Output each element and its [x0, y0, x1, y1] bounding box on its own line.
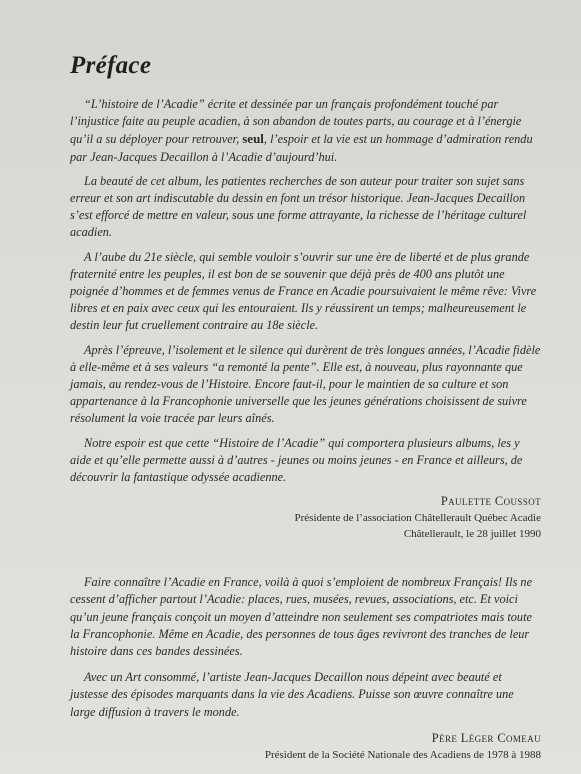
signatory-role: Présidente de l’association Châtellerault Québec Acadie [294, 512, 541, 525]
page-title: Préface [70, 52, 152, 79]
paragraph-1-start: “L’histoire de l’Acadie” écrite et dessinée par un français profondément touché par l’injustice faite au peuple acadien, à son abandon de toutes parts, au courage et à l’énergie qu’il a su déployer pour retrouver, [70, 97, 522, 147]
paragraph-3: A l’aube du 21e siècle, qui semble vouloir s’ouvrir sur une ère de liberté et de plus grande fraternité entre les peuples, il est bon de se souvenir que déjà près de 400 ans plutôt une poignée d’hommes et de femmes venus de France en Acadie poursuivaient le même rêve: Vivre libres et en paix avec ceux qui les entouraient. Ils y réussirent un temps; malheureusement le destin leur fut cruellement contraire au 18e siècle. [70, 249, 537, 333]
signatory-role-2: Président de la Société Nationale des Acadiens de 1978 à 1988 [264, 748, 541, 761]
second-text [70, 574, 541, 721]
emphasized-word: seul [242, 131, 264, 147]
signature-block-1 [70, 493, 541, 542]
paragraph-6: Faire connaître l’Acadie en France, voilà à quoi s’emploient de nombreux Français! Ils ne cessent d’afficher partout l’Acadie: places, rues, musées, revues, associations, etc. Et voici qu’un jeune français conçoit un moyen d’atteindre non seulement ses compatriotes mais toute la Francophonie. Même en Acadie, des personnes de tous âges revivront des tranches de leur histoire dans ces bandes dessinées. [70, 575, 533, 659]
paragraph-5: Notre espoir est que cette “Histoire de l’Acadie” qui comportera plusieurs albums, les y aide et qu’elle permette aussi à d’autres - jeunes ou moins jeunes - en France et ailleurs, de découvrir la fantastique odyssée acadienne. [70, 435, 523, 485]
signatory-name: Paulette Coussot [440, 494, 541, 509]
section-gap [70, 542, 541, 574]
paragraph-1-end: , l’espoir et la vie est un hommage d’admiration rendu par Jean-Jacques Decaillon à l’Acadie d’aujourd’hui. [70, 132, 533, 164]
paragraph-1 [70, 96, 541, 166]
paragraph-2: La beauté de cet album, les patientes recherches de son auteur pour traiter son sujet sans erreur et son art indiscutable du dessin en font un trésor historique. Jean-Jacques Decaillon s’est efforcé de mettre en valeur, sous une forme attrayante, la richesse de l’héritage culturel acadien. [70, 173, 527, 240]
paragraph-7: Avec un Art consommé, l’artiste Jean-Jacques Decaillon nous dépeint avec beauté et justesse des épisodes marquants dans la vie des Acadiens. Puisse son œuvre connaître une large diffusion à travers le monde. [70, 670, 514, 719]
place-date: Châtellerault, le 28 juillet 1990 [403, 528, 541, 541]
paragraph-4: Après l’épreuve, l’isolement et le silence qui durèrent de très longues années, l’Acadie fidèle à elle-même et à ses valeurs “a remonté la pente”. Elle est, à nouveau, plus rayonnante que jamais, au rendez-vous de l’Histoire. Encore faut-il, pour le maintien de sa culture et son appartenance à la Francophonie universelle que les jeunes générations choisissent de suivre résolument la voie tracée par leurs aînés. [70, 342, 541, 426]
signatory-name-2: Père Léger Comeau [431, 730, 541, 745]
preface-text [70, 96, 541, 486]
signature-block-2 [70, 730, 541, 763]
